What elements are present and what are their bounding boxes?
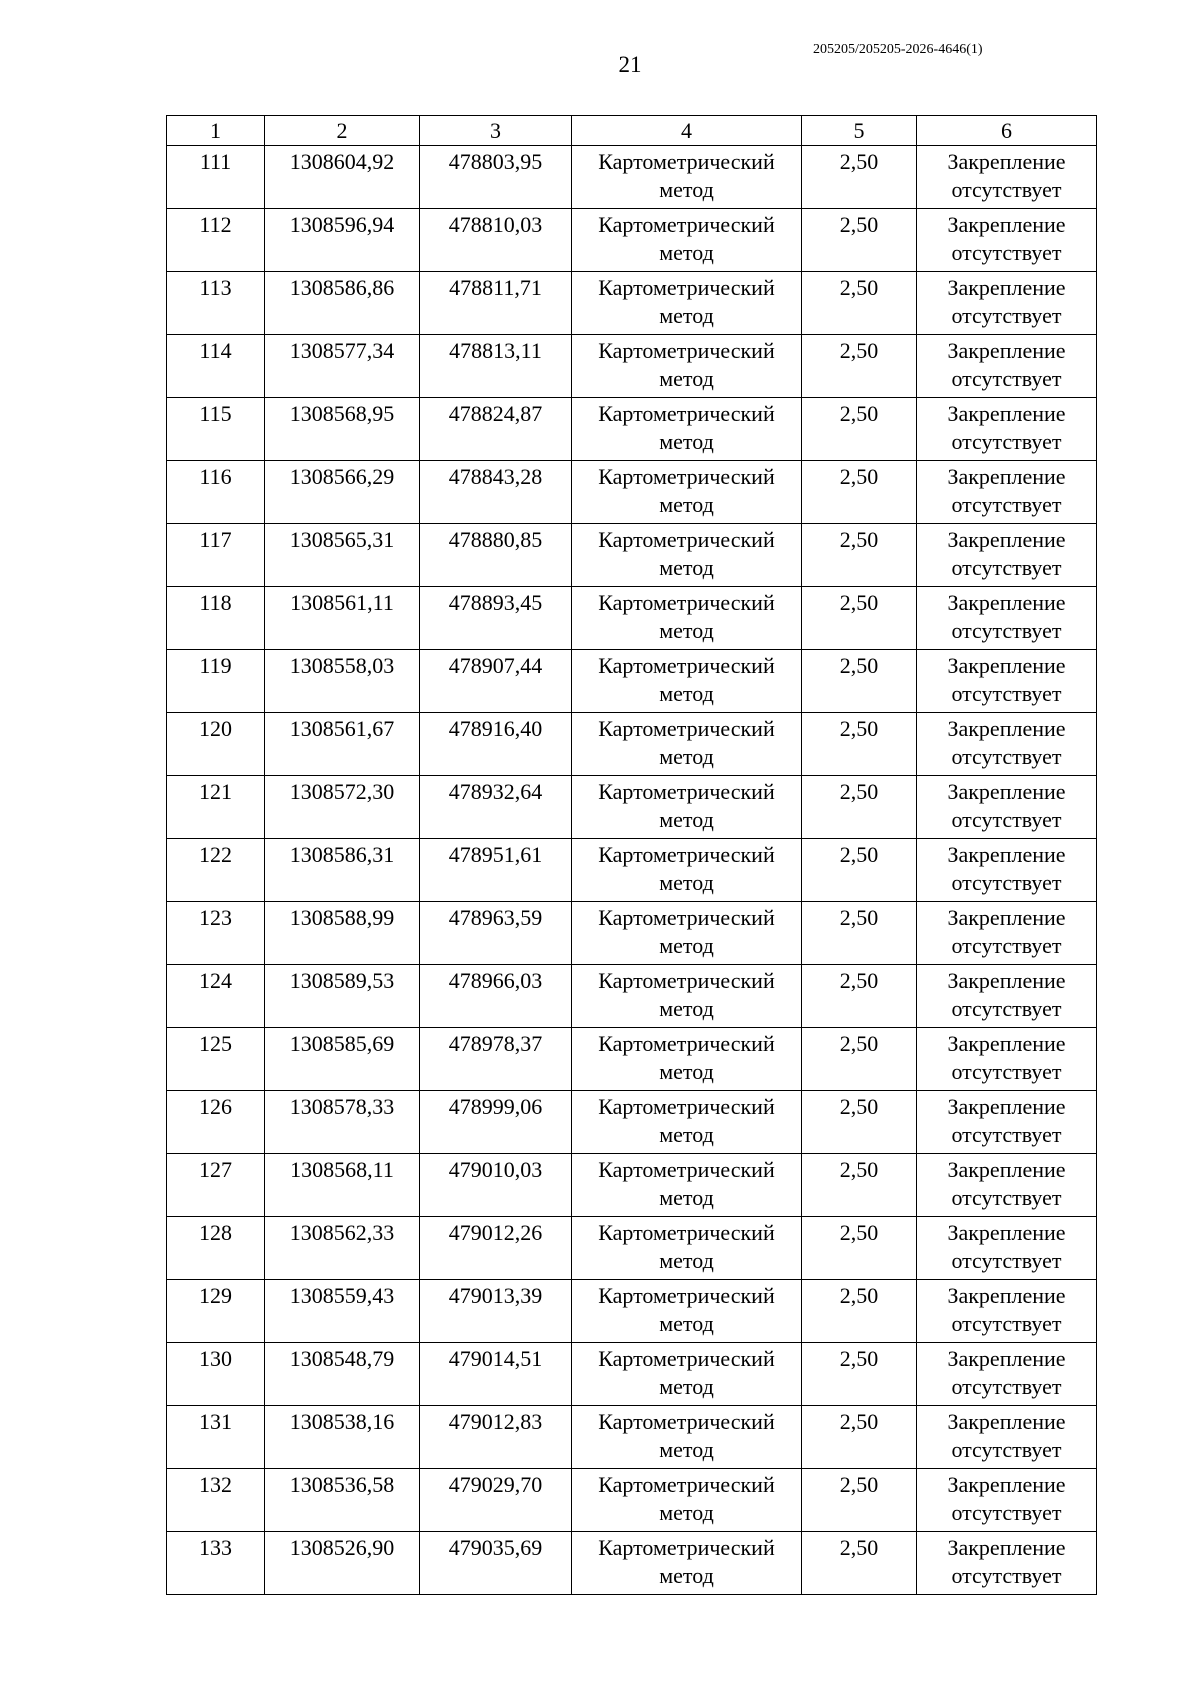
fixing-cell	[917, 272, 1097, 335]
accuracy-cell: 2,50	[802, 398, 917, 461]
y-coordinate-cell: 478893,45	[420, 587, 572, 650]
method-line: Картометрический	[598, 1535, 775, 1560]
fixing-cell	[917, 1091, 1097, 1154]
x-coordinate-cell: 1308559,43	[265, 1280, 420, 1343]
table-row	[167, 524, 1097, 587]
table-row	[167, 965, 1097, 1028]
method-line: метод	[659, 429, 714, 454]
method-line: метод	[659, 1563, 714, 1588]
fixing-line: отсутствует	[951, 177, 1062, 202]
point-number-cell: 121	[167, 776, 265, 839]
table-row	[167, 1343, 1097, 1406]
fixing-line: отсутствует	[951, 1563, 1062, 1588]
table-row	[167, 650, 1097, 713]
accuracy-cell: 2,50	[802, 335, 917, 398]
fixing-line: Закрепление	[947, 590, 1066, 615]
x-coordinate-cell: 1308565,31	[265, 524, 420, 587]
method-line: метод	[659, 1059, 714, 1084]
fixing-line: отсутствует	[951, 1437, 1062, 1462]
y-coordinate-cell: 479013,39	[420, 1280, 572, 1343]
method-cell	[572, 776, 802, 839]
fixing-line: отсутствует	[951, 1248, 1062, 1273]
accuracy-cell: 2,50	[802, 1532, 917, 1595]
fixing-line: Закрепление	[947, 1283, 1066, 1308]
fixing-cell	[917, 587, 1097, 650]
method-line: метод	[659, 366, 714, 391]
x-coordinate-cell: 1308568,95	[265, 398, 420, 461]
point-number-cell: 120	[167, 713, 265, 776]
method-line: Картометрический	[598, 275, 775, 300]
table-row	[167, 1028, 1097, 1091]
y-coordinate-cell: 478803,95	[420, 146, 572, 209]
fixing-cell	[917, 461, 1097, 524]
x-coordinate-cell: 1308566,29	[265, 461, 420, 524]
table-row	[167, 776, 1097, 839]
method-cell	[572, 902, 802, 965]
method-line: метод	[659, 555, 714, 580]
fixing-line: Закрепление	[947, 149, 1066, 174]
fixing-line: отсутствует	[951, 933, 1062, 958]
y-coordinate-cell: 479029,70	[420, 1469, 572, 1532]
fixing-cell	[917, 1469, 1097, 1532]
table-row	[167, 272, 1097, 335]
point-number-cell: 128	[167, 1217, 265, 1280]
x-coordinate-cell: 1308526,90	[265, 1532, 420, 1595]
method-cell	[572, 1091, 802, 1154]
fixing-line: отсутствует	[951, 1500, 1062, 1525]
point-number-cell: 124	[167, 965, 265, 1028]
fixing-line: Закрепление	[947, 716, 1066, 741]
y-coordinate-cell: 479010,03	[420, 1154, 572, 1217]
fixing-cell	[917, 146, 1097, 209]
document-id: 205205/205205-2026-4646(1)	[813, 42, 983, 57]
method-cell	[572, 587, 802, 650]
y-coordinate-cell: 478978,37	[420, 1028, 572, 1091]
y-coordinate-cell: 478966,03	[420, 965, 572, 1028]
fixing-line: Закрепление	[947, 275, 1066, 300]
table-row	[167, 587, 1097, 650]
x-coordinate-cell: 1308548,79	[265, 1343, 420, 1406]
method-cell	[572, 1280, 802, 1343]
y-coordinate-cell: 478907,44	[420, 650, 572, 713]
method-cell	[572, 650, 802, 713]
method-line: Картометрический	[598, 149, 775, 174]
table-row	[167, 209, 1097, 272]
x-coordinate-cell: 1308536,58	[265, 1469, 420, 1532]
table-row	[167, 146, 1097, 209]
fixing-line: Закрепление	[947, 464, 1066, 489]
fixing-line: Закрепление	[947, 653, 1066, 678]
method-line: Картометрический	[598, 968, 775, 993]
fixing-line: отсутствует	[951, 1185, 1062, 1210]
column-header: 1	[167, 116, 265, 146]
x-coordinate-cell: 1308586,31	[265, 839, 420, 902]
method-line: Картометрический	[598, 338, 775, 363]
fixing-cell	[917, 1532, 1097, 1595]
fixing-line: отсутствует	[951, 240, 1062, 265]
fixing-line: Закрепление	[947, 905, 1066, 930]
fixing-cell	[917, 398, 1097, 461]
method-line: Картометрический	[598, 590, 775, 615]
method-line: метод	[659, 1248, 714, 1273]
y-coordinate-cell: 478811,71	[420, 272, 572, 335]
column-header: 2	[265, 116, 420, 146]
table-row	[167, 1469, 1097, 1532]
column-header: 3	[420, 116, 572, 146]
point-number-cell: 131	[167, 1406, 265, 1469]
accuracy-cell: 2,50	[802, 965, 917, 1028]
y-coordinate-cell: 479035,69	[420, 1532, 572, 1595]
fixing-cell	[917, 713, 1097, 776]
fixing-cell	[917, 839, 1097, 902]
method-line: Картометрический	[598, 716, 775, 741]
point-number-cell: 117	[167, 524, 265, 587]
x-coordinate-cell: 1308585,69	[265, 1028, 420, 1091]
fixing-line: отсутствует	[951, 303, 1062, 328]
fixing-cell	[917, 524, 1097, 587]
accuracy-cell: 2,50	[802, 1217, 917, 1280]
y-coordinate-cell: 479012,83	[420, 1406, 572, 1469]
fixing-line: Закрепление	[947, 212, 1066, 237]
method-line: Картометрический	[598, 1409, 775, 1434]
method-cell	[572, 1406, 802, 1469]
table-row	[167, 1280, 1097, 1343]
point-number-cell: 111	[167, 146, 265, 209]
accuracy-cell: 2,50	[802, 146, 917, 209]
method-line: Картометрический	[598, 779, 775, 804]
table-row	[167, 1217, 1097, 1280]
method-line: Картометрический	[598, 1031, 775, 1056]
accuracy-cell: 2,50	[802, 1028, 917, 1091]
accuracy-cell: 2,50	[802, 1280, 917, 1343]
method-line: метод	[659, 1311, 714, 1336]
point-number-cell: 112	[167, 209, 265, 272]
fixing-cell	[917, 209, 1097, 272]
table-row	[167, 902, 1097, 965]
page-number: 21	[618, 52, 642, 77]
table-header-row	[167, 116, 1097, 146]
table-row	[167, 461, 1097, 524]
method-line: Картометрический	[598, 212, 775, 237]
accuracy-cell: 2,50	[802, 1343, 917, 1406]
fixing-line: Закрепление	[947, 527, 1066, 552]
method-line: метод	[659, 1437, 714, 1462]
method-line: Картометрический	[598, 527, 775, 552]
y-coordinate-cell: 478843,28	[420, 461, 572, 524]
fixing-line: Закрепление	[947, 1346, 1066, 1371]
y-coordinate-cell: 478813,11	[420, 335, 572, 398]
fixing-line: Закрепление	[947, 968, 1066, 993]
fixing-line: отсутствует	[951, 996, 1062, 1021]
method-line: Картометрический	[598, 905, 775, 930]
column-header: 4	[572, 116, 802, 146]
x-coordinate-cell: 1308568,11	[265, 1154, 420, 1217]
fixing-line: отсутствует	[951, 366, 1062, 391]
point-number-cell: 118	[167, 587, 265, 650]
fixing-line: отсутствует	[951, 1059, 1062, 1084]
fixing-line: Закрепление	[947, 1094, 1066, 1119]
method-line: метод	[659, 1374, 714, 1399]
accuracy-cell: 2,50	[802, 272, 917, 335]
x-coordinate-cell: 1308561,11	[265, 587, 420, 650]
method-line: Картометрический	[598, 1220, 775, 1245]
x-coordinate-cell: 1308604,92	[265, 146, 420, 209]
fixing-cell	[917, 902, 1097, 965]
method-cell	[572, 1028, 802, 1091]
fixing-cell	[917, 1406, 1097, 1469]
x-coordinate-cell: 1308561,67	[265, 713, 420, 776]
point-number-cell: 116	[167, 461, 265, 524]
y-coordinate-cell: 478963,59	[420, 902, 572, 965]
method-line: метод	[659, 1185, 714, 1210]
accuracy-cell: 2,50	[802, 839, 917, 902]
x-coordinate-cell: 1308558,03	[265, 650, 420, 713]
fixing-cell	[917, 1343, 1097, 1406]
accuracy-cell: 2,50	[802, 1154, 917, 1217]
table-row	[167, 335, 1097, 398]
x-coordinate-cell: 1308577,34	[265, 335, 420, 398]
accuracy-cell: 2,50	[802, 1406, 917, 1469]
accuracy-cell: 2,50	[802, 524, 917, 587]
point-number-cell: 126	[167, 1091, 265, 1154]
method-line: метод	[659, 870, 714, 895]
x-coordinate-cell: 1308562,33	[265, 1217, 420, 1280]
fixing-cell	[917, 1154, 1097, 1217]
table-row	[167, 1091, 1097, 1154]
method-cell	[572, 1532, 802, 1595]
method-line: метод	[659, 681, 714, 706]
fixing-line: отсутствует	[951, 744, 1062, 769]
x-coordinate-cell: 1308586,86	[265, 272, 420, 335]
x-coordinate-cell: 1308588,99	[265, 902, 420, 965]
point-number-cell: 114	[167, 335, 265, 398]
method-cell	[572, 1469, 802, 1532]
y-coordinate-cell: 478999,06	[420, 1091, 572, 1154]
method-line: Картометрический	[598, 1094, 775, 1119]
y-coordinate-cell: 478932,64	[420, 776, 572, 839]
table-row	[167, 1154, 1097, 1217]
fixing-line: Закрепление	[947, 1031, 1066, 1056]
method-cell	[572, 146, 802, 209]
fixing-line: отсутствует	[951, 681, 1062, 706]
y-coordinate-cell: 478824,87	[420, 398, 572, 461]
fixing-line: отсутствует	[951, 870, 1062, 895]
accuracy-cell: 2,50	[802, 902, 917, 965]
fixing-line: отсутствует	[951, 1311, 1062, 1336]
fixing-line: Закрепление	[947, 1157, 1066, 1182]
method-cell	[572, 524, 802, 587]
y-coordinate-cell: 478916,40	[420, 713, 572, 776]
x-coordinate-cell: 1308578,33	[265, 1091, 420, 1154]
method-line: метод	[659, 933, 714, 958]
method-cell	[572, 839, 802, 902]
method-line: метод	[659, 618, 714, 643]
accuracy-cell: 2,50	[802, 209, 917, 272]
fixing-line: отсутствует	[951, 618, 1062, 643]
method-line: Картометрический	[598, 1346, 775, 1371]
table-row	[167, 1406, 1097, 1469]
accuracy-cell: 2,50	[802, 1469, 917, 1532]
fixing-line: Закрепление	[947, 779, 1066, 804]
method-line: метод	[659, 1122, 714, 1147]
y-coordinate-cell: 478810,03	[420, 209, 572, 272]
fixing-line: Закрепление	[947, 1409, 1066, 1434]
y-coordinate-cell: 479014,51	[420, 1343, 572, 1406]
method-line: метод	[659, 1500, 714, 1525]
fixing-line: Закрепление	[947, 842, 1066, 867]
method-line: Картометрический	[598, 464, 775, 489]
column-header: 6	[917, 116, 1097, 146]
accuracy-cell: 2,50	[802, 650, 917, 713]
accuracy-cell: 2,50	[802, 1091, 917, 1154]
fixing-line: Закрепление	[947, 1535, 1066, 1560]
point-number-cell: 123	[167, 902, 265, 965]
method-line: Картометрический	[598, 401, 775, 426]
method-line: метод	[659, 492, 714, 517]
method-cell	[572, 713, 802, 776]
method-line: метод	[659, 303, 714, 328]
point-number-cell: 119	[167, 650, 265, 713]
fixing-cell	[917, 1028, 1097, 1091]
table-body	[167, 146, 1097, 1595]
fixing-line: Закрепление	[947, 1472, 1066, 1497]
fixing-line: Закрепление	[947, 1220, 1066, 1245]
y-coordinate-cell: 478880,85	[420, 524, 572, 587]
fixing-line: Закрепление	[947, 338, 1066, 363]
point-number-cell: 125	[167, 1028, 265, 1091]
y-coordinate-cell: 478951,61	[420, 839, 572, 902]
method-cell	[572, 461, 802, 524]
column-header: 5	[802, 116, 917, 146]
method-cell	[572, 398, 802, 461]
y-coordinate-cell: 479012,26	[420, 1217, 572, 1280]
table-row	[167, 398, 1097, 461]
fixing-line: отсутствует	[951, 555, 1062, 580]
method-cell	[572, 965, 802, 1028]
point-number-cell: 130	[167, 1343, 265, 1406]
method-cell	[572, 209, 802, 272]
point-number-cell: 127	[167, 1154, 265, 1217]
x-coordinate-cell: 1308572,30	[265, 776, 420, 839]
fixing-cell	[917, 1217, 1097, 1280]
point-number-cell: 133	[167, 1532, 265, 1595]
method-line: Картометрический	[598, 1472, 775, 1497]
x-coordinate-cell: 1308589,53	[265, 965, 420, 1028]
fixing-cell	[917, 335, 1097, 398]
method-line: метод	[659, 744, 714, 769]
method-line: метод	[659, 177, 714, 202]
point-number-cell: 113	[167, 272, 265, 335]
method-line: Картометрический	[598, 1283, 775, 1308]
fixing-cell	[917, 965, 1097, 1028]
method-cell	[572, 1154, 802, 1217]
fixing-line: отсутствует	[951, 429, 1062, 454]
coordinates-table	[166, 115, 1097, 1595]
accuracy-cell: 2,50	[802, 713, 917, 776]
point-number-cell: 129	[167, 1280, 265, 1343]
table-row	[167, 1532, 1097, 1595]
method-cell	[572, 272, 802, 335]
accuracy-cell: 2,50	[802, 587, 917, 650]
point-number-cell: 132	[167, 1469, 265, 1532]
method-line: Картометрический	[598, 842, 775, 867]
fixing-line: отсутствует	[951, 492, 1062, 517]
method-line: метод	[659, 996, 714, 1021]
table-row	[167, 713, 1097, 776]
fixing-line: отсутствует	[951, 807, 1062, 832]
point-number-cell: 122	[167, 839, 265, 902]
x-coordinate-cell: 1308596,94	[265, 209, 420, 272]
fixing-cell	[917, 1280, 1097, 1343]
fixing-line: Закрепление	[947, 401, 1066, 426]
method-cell	[572, 335, 802, 398]
accuracy-cell: 2,50	[802, 776, 917, 839]
fixing-line: отсутствует	[951, 1374, 1062, 1399]
method-line: Картометрический	[598, 653, 775, 678]
method-cell	[572, 1217, 802, 1280]
x-coordinate-cell: 1308538,16	[265, 1406, 420, 1469]
table-row	[167, 839, 1097, 902]
method-line: Картометрический	[598, 1157, 775, 1182]
fixing-line: отсутствует	[951, 1122, 1062, 1147]
fixing-cell	[917, 650, 1097, 713]
method-cell	[572, 1343, 802, 1406]
method-line: метод	[659, 807, 714, 832]
fixing-cell	[917, 776, 1097, 839]
point-number-cell: 115	[167, 398, 265, 461]
method-line: метод	[659, 240, 714, 265]
accuracy-cell: 2,50	[802, 461, 917, 524]
